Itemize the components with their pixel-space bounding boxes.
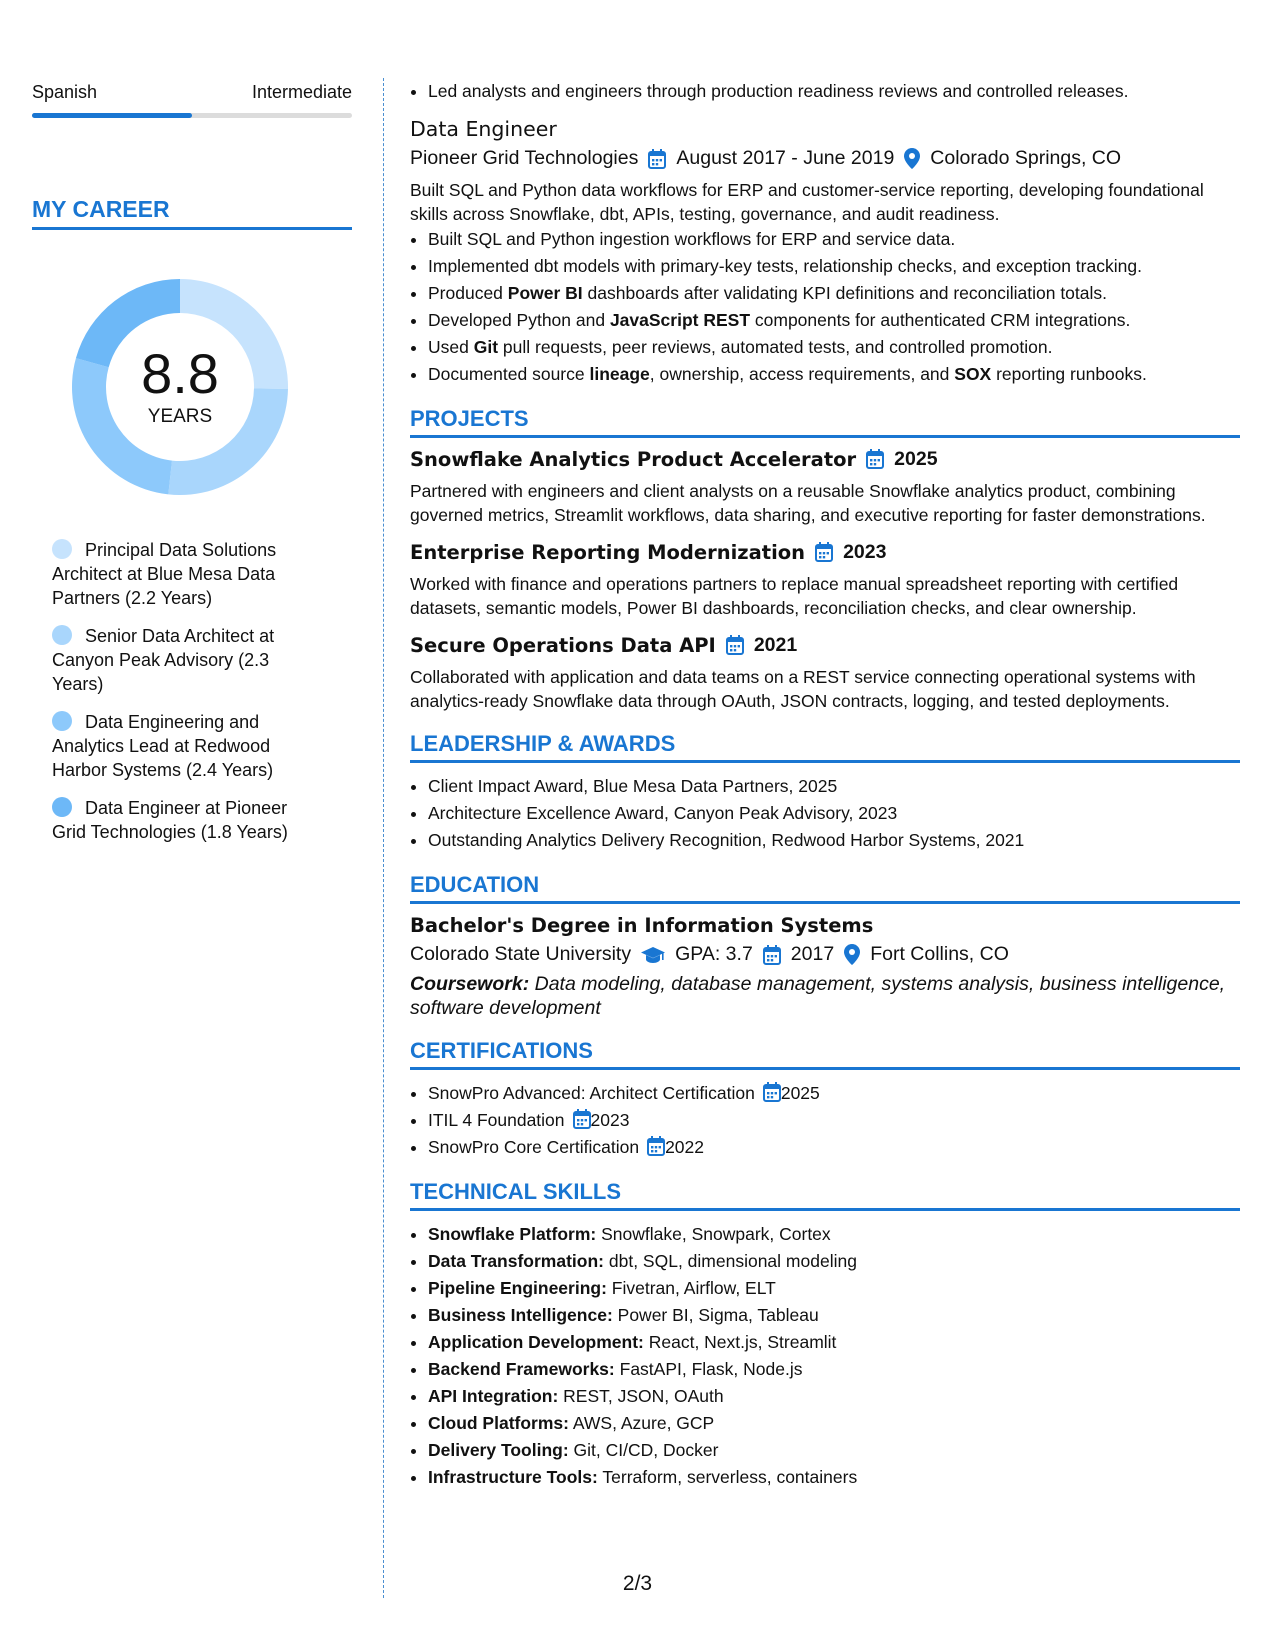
language-level: Intermediate [251, 82, 352, 102]
education-entry [410, 914, 1240, 1020]
legend-dot [52, 797, 72, 817]
legend-label: Data Engineer at Pioneer Grid Technologies (1.8 Years) [52, 798, 288, 842]
calendar-icon [573, 1109, 591, 1129]
skill-item [428, 1410, 1240, 1437]
skill-item [428, 1275, 1240, 1302]
calendar-icon-wrap [573, 1110, 591, 1130]
bullet-text: Developed Python and [428, 310, 610, 330]
legend-label: Senior Data Architect at Canyon Peak Advisory (2.3 Years) [52, 626, 275, 694]
skill-item [428, 1329, 1240, 1356]
skill-category: Pipeline Engineering: [428, 1278, 607, 1298]
certification-year: 2023 [590, 1110, 630, 1130]
skill-category: Snowflake Platform: [428, 1224, 597, 1244]
education-meta [410, 943, 1240, 966]
legend-label: Data Engineering and Analytics Lead at Redwood Harbor Systems (2.4 Years) [52, 712, 274, 780]
column-divider [383, 78, 384, 1598]
job-bullet [428, 280, 1240, 307]
certification-name: ITIL 4 Foundation [428, 1110, 565, 1130]
certification-year: 2022 [665, 1137, 704, 1157]
project-description: Worked with finance and operations partners to replace manual spreadsheet reporting with certified datasets, semantic models, Power BI dashboards, reconciliation checks, and clear ownership. [410, 574, 1179, 618]
skill-item [428, 1248, 1240, 1275]
skill-values: REST, JSON, OAuth [563, 1386, 724, 1406]
legend-dot [52, 711, 72, 731]
career-heading: MY CAREER [32, 196, 352, 230]
skill-values: AWS, Azure, GCP [572, 1413, 715, 1433]
calendar-icon-wrap [647, 1137, 665, 1157]
project-title: Snowflake Analytics Product Accelerator [410, 448, 857, 471]
skill-item [428, 1383, 1240, 1410]
job-bullet-list [410, 226, 1240, 388]
job-bullet [428, 226, 1240, 253]
calendar-icon [648, 149, 666, 169]
left-column [32, 70, 352, 858]
skill-item [428, 1221, 1240, 1248]
award-item: • Client Impact Award, Blue Mesa Data Partners, 2025 [428, 773, 1240, 800]
calendar-icon-wrap [726, 635, 744, 657]
project-header [410, 541, 1240, 564]
skill-values: Git, CI/CD, Docker [573, 1440, 719, 1460]
calendar-icon [763, 1082, 781, 1102]
certification-item [428, 1080, 1240, 1107]
skills-list [410, 1221, 1240, 1491]
project-description: Partnered with engineers and client analysts on a reusable Snowflake analytics product, combining governed metrics, Streamlit workflows, data sharing, and executive reporting for faster demonstrations. [410, 481, 1206, 525]
skill-category: Backend Frameworks: [428, 1359, 615, 1379]
job-title: Data Engineer [410, 117, 557, 141]
language-name: Spanish [32, 82, 98, 102]
job-summary: Built SQL and Python data workflows for ERP and customer-service reporting, developing foundational skills across Snowflake, dbt, APIs, testing, governance, and audit readiness. [410, 180, 1204, 224]
bullet-keyword: Power BI [507, 283, 583, 303]
project-title: Secure Operations Data API [410, 634, 716, 657]
certification-name: SnowPro Advanced: Architect Certification [428, 1083, 755, 1103]
certification-item [428, 1134, 1240, 1161]
project-year: 2025 [894, 448, 938, 470]
award-item: • Architecture Excellence Award, Canyon Peak Advisory, 2023 [428, 800, 1240, 827]
skill-values: React, Next.js, Streamlit [648, 1332, 837, 1352]
coursework-label: Coursework: [410, 973, 530, 995]
job-bullet [428, 307, 1240, 334]
skill-category: API Integration: [428, 1386, 559, 1406]
language-proficiency-bar [32, 113, 352, 118]
bullet-keyword: Git [473, 337, 499, 357]
map-pin-icon [844, 944, 860, 965]
calendar-icon [647, 1136, 665, 1156]
project-description: Collaborated with application and data teams on a REST service connecting operational systems with analytics-ready Snowflake data through OAuth, JSON contracts, logging, and tested deployments. [410, 667, 1196, 711]
project-entry [410, 541, 1240, 620]
school-location: Fort Collins, CO [870, 943, 1009, 965]
calendar-icon-wrap [866, 449, 884, 471]
skill-values: FastAPI, Flask, Node.js [619, 1359, 803, 1379]
projects-list [410, 448, 1240, 713]
job-bullet [428, 253, 1240, 280]
job-meta [410, 147, 1240, 170]
bullet-text: pull requests, peer reviews, automated tests, and controlled promotion. [498, 337, 1053, 357]
skill-item [428, 1437, 1240, 1464]
job-company: Pioneer Grid Technologies [410, 147, 639, 169]
job-location: Colorado Springs, CO [930, 147, 1122, 169]
projects-heading: PROJECTS [410, 406, 1240, 438]
certifications-list [410, 1080, 1240, 1161]
calendar-icon [815, 542, 833, 562]
experience-bullet: • Led analysts and engineers through production readiness reviews and controlled releases. [428, 78, 1240, 105]
calendar-icon [763, 945, 781, 965]
project-header [410, 634, 1240, 657]
page-number: 2/3 [622, 1572, 653, 1595]
bullet-text: components for authenticated CRM integrations. [750, 310, 1131, 330]
awards-heading: LEADERSHIP & AWARDS [410, 731, 1240, 763]
legend-item [52, 796, 312, 844]
project-entry [410, 448, 1240, 527]
bullet-keyword: SOX [954, 364, 992, 384]
skill-values: dbt, SQL, dimensional modeling [608, 1251, 857, 1271]
project-header [410, 448, 1240, 471]
career-total-value: 8.8 [141, 342, 219, 405]
school-name: Colorado State University [410, 943, 632, 965]
right-column [410, 78, 1240, 1491]
skill-category: Application Development: [428, 1332, 644, 1352]
legend-item [52, 538, 312, 610]
bullet-text: Built SQL and Python ingestion workflows for ERP and service data. [428, 229, 956, 249]
calendar-icon-wrap [763, 1083, 781, 1103]
skill-category: Cloud Platforms: [428, 1413, 569, 1433]
graduation-year: 2017 [790, 943, 835, 965]
bullet-text: , ownership, access requirements, and [649, 364, 955, 384]
skill-item [428, 1302, 1240, 1329]
map-pin-icon [904, 148, 920, 169]
awards-list [410, 773, 1240, 854]
job-dates: August 2017 - June 2019 [676, 147, 895, 169]
bullet-text: dashboards after validating KPI definitions and reconciliation totals. [582, 283, 1108, 303]
calendar-icon-wrap [815, 542, 833, 564]
bullet-text: Produced [428, 283, 508, 303]
donut-center [65, 272, 295, 502]
career-donut-chart [65, 272, 295, 502]
project-title: Enterprise Reporting Modernization [410, 541, 806, 564]
job-bullet [428, 334, 1240, 361]
skill-item [428, 1356, 1240, 1383]
certification-name: SnowPro Core Certification [428, 1137, 640, 1157]
carry-over-list [410, 78, 1240, 105]
award-item: • Outstanding Analytics Delivery Recognition, Redwood Harbor Systems, 2021 [428, 827, 1240, 854]
legend-item [52, 710, 312, 782]
calendar-icon [726, 635, 744, 655]
skill-values: Power BI, Sigma, Tableau [617, 1305, 819, 1325]
project-year: 2021 [753, 634, 798, 656]
skill-category: Business Intelligence: [428, 1305, 613, 1325]
coursework-text: Data modeling, database management, systems analysis, business intelligence, software development [410, 973, 1226, 1019]
language-proficiency-fill [32, 113, 192, 118]
skill-item [428, 1464, 1240, 1491]
legend-label: Principal Data Solutions Architect at Blue Mesa Data Partners (2.2 Years) [52, 540, 277, 608]
legend-dot [52, 625, 72, 645]
certification-year: 2025 [780, 1083, 820, 1103]
skill-values: Terraform, serverless, containers [602, 1467, 858, 1487]
legend-item [52, 624, 312, 696]
bullet-text: reporting runbooks. [991, 364, 1147, 384]
job-entry [410, 117, 1240, 388]
bullet-text: Used [428, 337, 474, 357]
skill-category: Delivery Tooling: [428, 1440, 569, 1460]
language-row [32, 82, 352, 103]
bullet-keyword: JavaScript REST [609, 310, 751, 330]
skill-category: Infrastructure Tools: [428, 1467, 598, 1487]
certification-item [428, 1107, 1240, 1134]
bullet-text: Implemented dbt models with primary-key tests, relationship checks, and exception tracking. [428, 256, 1142, 276]
project-entry [410, 634, 1240, 713]
career-legend [52, 538, 312, 844]
skill-values: Fivetran, Airflow, ELT [611, 1278, 776, 1298]
degree-title: Bachelor's Degree in Information Systems [410, 914, 874, 937]
job-bullet [428, 361, 1240, 388]
graduation-cap-icon [641, 946, 665, 964]
education-heading: EDUCATION [410, 872, 1240, 904]
gpa: GPA: 3.7 [675, 943, 753, 965]
project-year: 2023 [843, 541, 887, 563]
skills-heading: TECHNICAL SKILLS [410, 1179, 1240, 1211]
skill-values: Snowflake, Snowpark, Cortex [601, 1224, 831, 1244]
calendar-icon [866, 449, 884, 469]
bullet-text: Documented source [428, 364, 590, 384]
certifications-heading: CERTIFICATIONS [410, 1038, 1240, 1070]
skill-category: Data Transformation: [428, 1251, 604, 1271]
bullet-keyword: lineage [589, 364, 650, 384]
coursework [410, 972, 1240, 1020]
legend-dot [52, 539, 72, 559]
career-total-unit: YEARS [147, 406, 213, 427]
